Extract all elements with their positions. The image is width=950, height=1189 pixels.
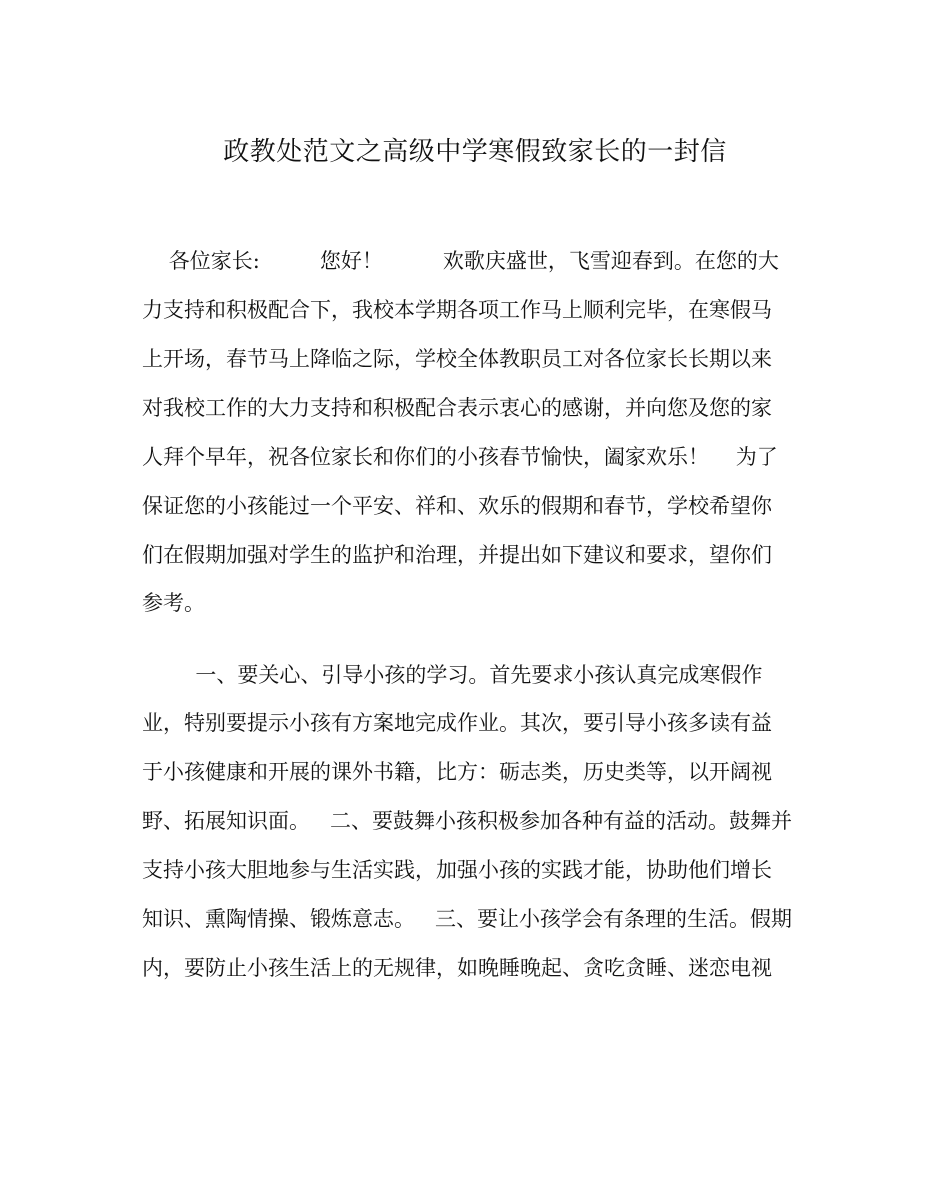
text-line: 业，特别要提示小孩有方案地完成作业。其次，要引导小孩多读有益: [142, 711, 772, 735]
text-line: 人拜个早年，祝各位家长和你们的小孩春节愉快，阖家欢乐！ 为了: [142, 445, 778, 469]
text-line: 参考。: [142, 591, 205, 615]
text-line: 上开场，春节马上降临之际，学校全体教职员工对各位家长长期以来: [142, 347, 772, 371]
text-line: 一、要关心、引导小孩的学习。首先要求小孩认真完成寒假作: [142, 663, 763, 687]
text-line: 力支持和积极配合下，我校本学期各项工作马上顺利完毕，在寒假马: [142, 298, 772, 322]
text-line: 们在假期加强对学生的监护和治理，并提出如下建议和要求，望你们: [142, 543, 772, 567]
text-line: 保证您的小孩能过一个平安、祥和、欢乐的假期和春节，学校希望你: [142, 494, 772, 518]
document-title: 政教处范文之高级中学寒假致家长的一封信: [223, 137, 727, 167]
text-line: 内，要防止小孩生活上的无规律，如晚睡晚起、贪吃贪睡、迷恋电视: [142, 956, 772, 980]
text-line: 于小孩健康和开展的课外书籍，比方：砺志类，历史类等，以开阔视: [142, 760, 772, 784]
text-line: 野、拓展知识面。 二、要鼓舞小孩积极参加各种有益的活动。鼓舞并: [142, 809, 793, 833]
text-line: 支持小孩大胆地参与生活实践，加强小孩的实践才能，协助他们增长: [142, 858, 772, 882]
text-line: 对我校工作的大力支持和积极配合表示衷心的感谢，并向您及您的家: [142, 396, 772, 420]
text-line: 各位家长: 您好！ 欢歌庆盛世，飞雪迎春到。在您的大: [142, 249, 779, 273]
text-line: 知识、熏陶情操、锻炼意志。 三、要让小孩学会有条理的生活。假期: [142, 907, 793, 931]
